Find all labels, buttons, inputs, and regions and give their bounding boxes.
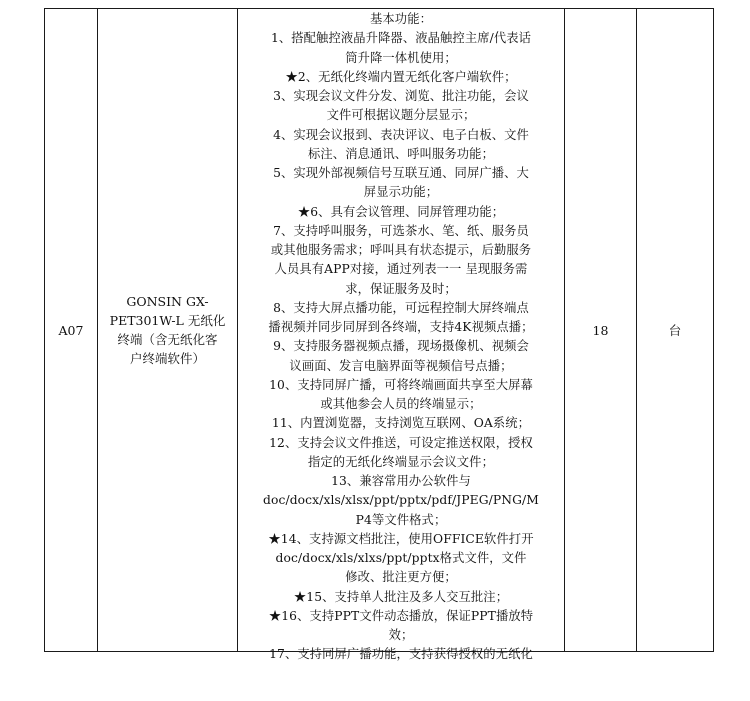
product-name-line: PET301W-L 无纸化 [109,313,226,328]
description-line: 3、实现会议文件分发、浏览、批注功能，会议 [273,89,529,103]
description-line: P4等文件格式； [355,512,447,527]
unit: 台 [668,323,682,338]
description-line: ★16、支持PPT文件动态播放，保证PPT播放特 [268,608,534,623]
description-line: 1、搭配触控液晶升降器、液晶触控主席/代表话 [270,31,532,46]
description-line: ★15、支持单人批注及多人交互批注； [293,589,509,604]
description-line: ★2、无纸化终端内置无纸化客户端软件； [285,69,517,84]
description-line: 4、实现会议报到、表决评议、电子白板、文件 [273,127,529,142]
description-line: 基本功能： [370,12,432,26]
description-line: 或其他服务需求；呼叫具有状态提示，后勤服务 [270,243,532,257]
product-name-cell [98,9,238,652]
description-line: 人员具有APP对接，通过列表一一 呈现服务需 [274,262,528,277]
description-line: 或其他参会人员的终端显示； [320,397,482,411]
description-line: 7、支持呼叫服务，可选茶水、笔、纸、服务员 [273,223,529,238]
product-name-line: 终端（含无纸化客 [117,332,218,347]
description-line: 11、内置浏览器，支持浏览互联网、OA系统； [271,416,531,431]
quantity-cell [565,9,637,652]
description-line: 求，保证服务及时； [345,281,457,296]
equipment-spec-table [44,8,714,662]
item-id-cell [45,9,98,652]
feature-description [238,9,564,662]
item-id: A07 [58,322,84,338]
description-line: 议画面、发言电脑界面等视频信号点播； [289,358,513,373]
description-line: 标注、消息通讯、呼叫服务功能； [308,146,494,161]
description-line: 9、支持服务器视频点播，现场摄像机、视频会 [273,339,529,354]
product-name-line: GONSIN GX- [126,294,209,309]
product-name [98,292,237,368]
description-line: 修改、批注更方便； [345,570,457,585]
product-name-line: 户终端软件） [129,351,205,366]
description-line: 文件可根据议题分层显示； [326,108,476,123]
description-line: 12、支持会议文件推送，可设定推送权限，授权 [269,435,533,450]
description-line: 17、支持同屏广播功能，支持获得授权的无纸化 [269,647,533,662]
description-line: ★14、支持源文档批注，使用OFFICE软件打开 [268,531,534,546]
description-line: 8、支持大屏点播功能，可远程控制大屏终端点 [273,300,529,315]
description-line: 筒升降一体机使用； [345,50,457,65]
description-line: ★6、具有会议管理、同屏管理功能； [297,204,505,219]
unit-cell [637,9,714,652]
description-line: 5、实现外部视频信号互联互通、同屏广播、大 [273,166,529,180]
feature-description-cell [238,9,565,662]
description-line: 13、兼容常用办公软件与 [331,474,471,488]
description-line: 屏显示功能； [363,185,439,200]
description-line: doc/docx/xls/xlxs/ppt/pptx格式文件，文件 [275,551,527,565]
table-row [45,9,714,652]
quantity: 18 [592,322,609,338]
description-line: 指定的无纸化终端显示会议文件； [308,454,494,469]
description-line: 效； [388,628,414,642]
description-line: doc/docx/xls/xlsx/ppt/pptx/pdf/JPEG/PNG/M [263,493,539,508]
description-line: 播视频并同步同屏到各终端，支持4K视频点播； [268,320,534,334]
description-line: 10、支持同屏广播，可将终端画面共享至大屏幕 [269,377,533,392]
